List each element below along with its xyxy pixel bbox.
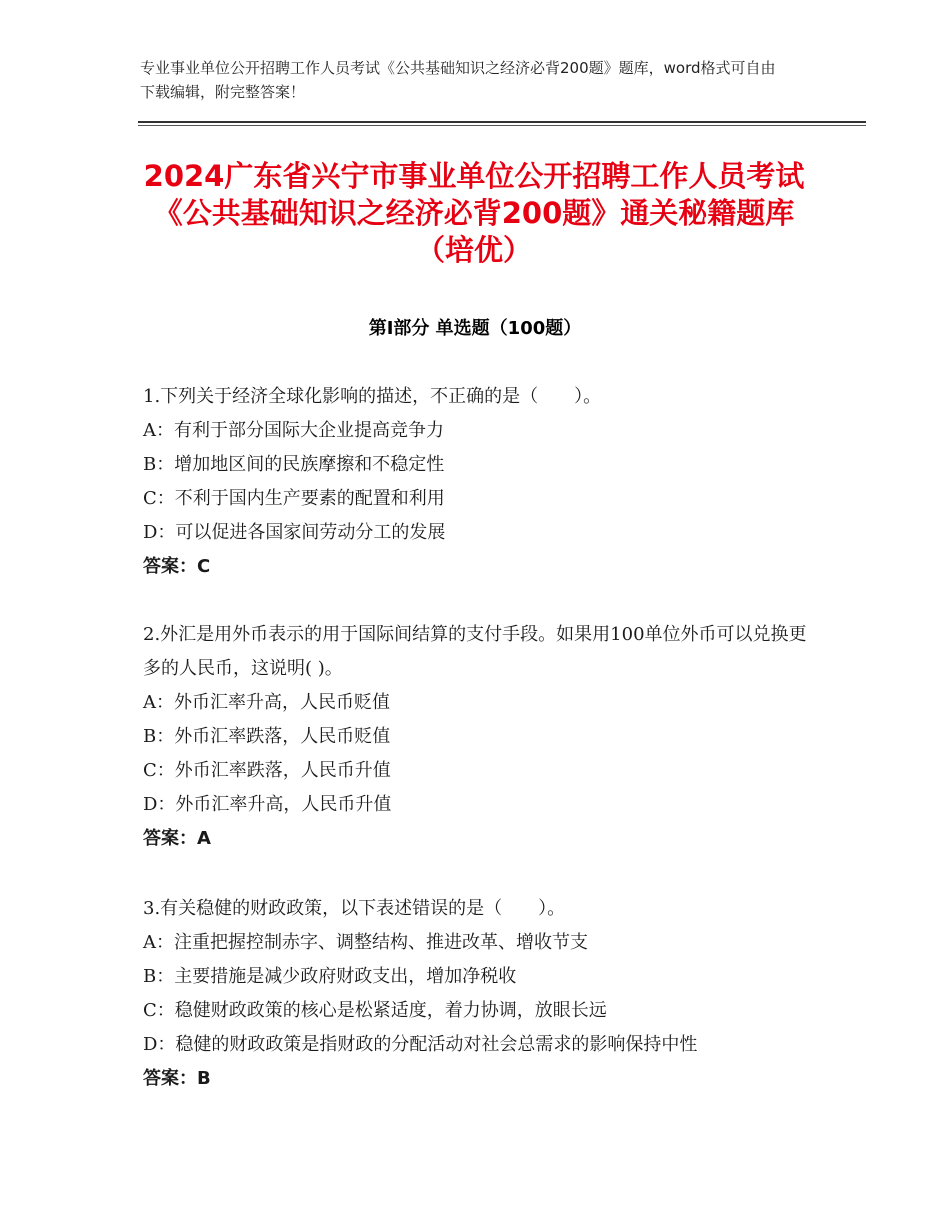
option-c: C：稳健财政政策的核心是松紧适度，着力协调，放眼长远 (143, 1000, 607, 1021)
question-stem: 1.下列关于经济全球化影响的描述，不正确的是（ ）。 (143, 386, 602, 407)
option-d: D：可以促进各国家间劳动分工的发展 (143, 522, 446, 543)
question-1 (143, 380, 823, 584)
header-divider-thin (138, 125, 866, 126)
option-a: A：有利于部分国际大企业提高竞争力 (143, 420, 444, 441)
option-c: C：不利于国内生产要素的配置和利用 (143, 488, 445, 509)
answer: 答案：B (143, 1068, 211, 1089)
header-divider-thick (138, 121, 866, 123)
question-stem: 3.有关稳健的财政政策，以下表述错误的是（ ）。 (143, 898, 566, 919)
question-stem: 2.外汇是用外币表示的用于国际间结算的支付手段。如果用100单位外币可以兑换更多的人民币，这说明( )。 (143, 624, 807, 679)
option-b: B：外币汇率跌落，人民币贬值 (143, 726, 391, 747)
option-d: D：稳健的财政政策是指财政的分配活动对社会总需求的影响保持中性 (143, 1034, 698, 1055)
option-a: A：外币汇率升高，人民币贬值 (143, 692, 390, 713)
option-b: B：增加地区间的民族摩擦和不稳定性 (143, 454, 445, 475)
answer: 答案：C (143, 556, 211, 577)
header-note: 专业事业单位公开招聘工作人员考试《公共基础知识之经济必背200题》题库，word格式可自由下载编辑，附完整答案！ (140, 59, 776, 101)
option-c: C：外币汇率跌落，人民币升值 (143, 760, 391, 781)
option-b: B：主要措施是减少政府财政支出，增加净税收 (143, 966, 517, 987)
option-d: D：外币汇率升高，人民币升值 (143, 794, 392, 815)
section-title: 第Ⅰ部分 单选题（100题） (368, 318, 582, 339)
question-2 (143, 618, 823, 856)
option-a: A：注重把握控制赤字、调整结构、推进改革、增收节支 (143, 932, 588, 953)
answer: 答案：A (143, 828, 211, 849)
question-3 (143, 892, 823, 1096)
document-title: 2024广东省兴宁市事业单位公开招聘工作人员考试《公共基础知识之经济必背200题》通关秘籍题库（培优） (143, 159, 805, 267)
